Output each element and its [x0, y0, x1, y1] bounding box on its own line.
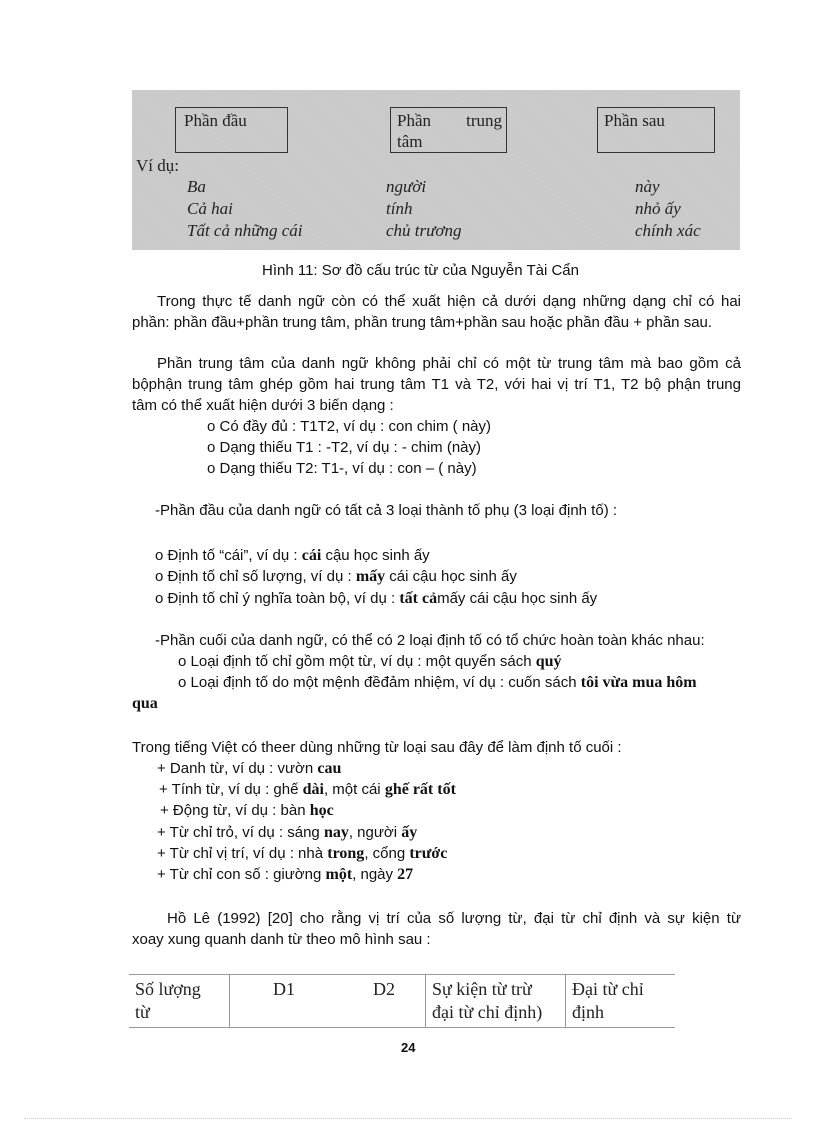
example-3-tail: chính xác [635, 221, 701, 240]
para2-item-3: o Dạng thiếu T2: T1-, ví dụ : con – ( này) [207, 460, 477, 477]
page-number: 24 [401, 1040, 416, 1055]
para5-line-5-bold-2: trước [409, 845, 448, 862]
para5-line-3-bold: học [309, 802, 334, 819]
para5-line-6-bold-1: một [325, 866, 353, 883]
para4-item-1 [178, 651, 562, 672]
example-1-tail: này [635, 177, 660, 196]
para5-line-4-bold-2: ấy [401, 824, 418, 841]
example-2-tail: nhỏ ấy [635, 199, 681, 218]
para4-item-2-bold: tôi vừa mua hôm [580, 674, 697, 691]
para6-line1: Hồ Lê (1992) [20] cho rằng vị trí của số lượng từ, đại từ chỉ định và sự kiện từ [167, 910, 741, 927]
para4-item-1-bold: quý [535, 653, 562, 670]
table-col-d2 [331, 975, 425, 1027]
para3-item-3-pre: o Định tố chỉ ý nghĩa toàn bộ, ví dụ : [155, 590, 400, 607]
example-2-head: Cả hai [187, 199, 233, 218]
para5-line-6-mid: , ngày [352, 866, 398, 883]
box-phan-trung-tam-label-1b: trung [466, 111, 502, 130]
box-phan-sau [597, 107, 715, 153]
para5-line-1-pre: + Danh từ, ví dụ : vườn [157, 760, 318, 777]
para5-line-4 [157, 822, 417, 843]
para5-line-2-bold-1: dài [302, 781, 324, 798]
para3-item-2-pre: o Định tố chỉ số lượng, ví dụ : [155, 568, 356, 585]
para5-line-2 [159, 779, 456, 800]
table-col-5-line-2: định [572, 1002, 605, 1022]
box-phan-trung-tam-label-2: tâm [397, 132, 423, 151]
figure-caption: Hình 11: Sơ đồ cấu trúc từ của Nguyễn Tài Cẩn [262, 262, 579, 279]
table-col-5-line-1: Đại từ chỉ [572, 979, 644, 999]
para5-line-5 [157, 843, 447, 864]
example-3-head: Tất cả những cái [187, 221, 303, 240]
para3-item-2-bold: mấy [355, 568, 386, 585]
bottom-divider [24, 1118, 792, 1119]
para5-intro: Trong tiếng Việt có theer dùng những từ loại sau đây để làm định tố cuối : [132, 739, 622, 756]
para5-line-4-mid: , người [348, 824, 402, 841]
example-label: Ví dụ: [136, 156, 179, 175]
para5-line-6-bold-2: 27 [397, 866, 414, 883]
para4-item-1-pre: o Loại định tố chỉ gồm một từ, ví dụ : một quyển sách [178, 653, 536, 670]
example-1-head: Ba [187, 177, 206, 196]
para3-item-2-post: cái cậu học sinh ấy [385, 568, 517, 585]
para5-line-6-pre: + Từ chỉ con số : giường [157, 866, 326, 883]
para5-line-1 [157, 758, 341, 779]
para5-line-2-pre: + Tính từ, ví dụ : ghế [159, 781, 303, 798]
para5-line-3-pre: + Động từ, ví dụ : bàn [160, 802, 310, 819]
para4-item-2-bold-cont: qua [132, 695, 158, 712]
example-2-center: tính [386, 199, 413, 218]
example-3-center: chủ trương [386, 221, 462, 240]
para2-line2: bộphận trung tâm ghép gồm hai trung tâm T1 và T2, với hai vị trí T1, T2 bộ phận trung [132, 376, 741, 393]
para5-line-1-bold: cau [317, 760, 342, 777]
para2-item-1: o Có đầy đủ : T1T2, ví dụ : con chim ( này) [207, 418, 492, 435]
para5-line-2-mid: , một cái [323, 781, 385, 798]
para5-line-5-mid: , cổng [364, 845, 410, 862]
para3-item-3-bold: tất cả [399, 590, 438, 607]
para4-item-2 [178, 672, 697, 693]
para2-line1: Phần trung tâm của danh ngữ không phải chỉ có một từ trung tâm mà bao gồm cả [157, 355, 741, 372]
para3-intro: -Phần đầu của danh ngữ có tất cả 3 loại thành tố phụ (3 loại định tố) : [155, 502, 618, 519]
table-col-1-line-1: Số lượng [135, 979, 201, 999]
noun-phrase-model-table [129, 974, 675, 1028]
para3-item-2 [155, 566, 517, 587]
para3-item-1-bold: cái [301, 547, 322, 564]
box-phan-trung-tam-label-1: Phần [397, 111, 431, 130]
para3-item-3-post: mấy cái cậu học sinh ấy [437, 590, 598, 607]
table-col-d1 [229, 975, 331, 1027]
table-col-3-label: D2 [373, 979, 395, 999]
table-col-2-label: D1 [273, 979, 295, 999]
para4-intro: -Phần cuối của danh ngữ, có thể có 2 loại định tố có tổ chức hoàn toàn khác nhau: [155, 632, 705, 649]
example-1-center: người [386, 177, 427, 196]
figure-structure-diagram [132, 90, 740, 250]
box-phan-sau-label: Phần sau [604, 111, 665, 130]
para5-line-3 [160, 800, 334, 821]
para5-line-5-bold-1: trong [327, 845, 365, 862]
para3-item-1-pre: o Định tố “cái”, ví dụ : [155, 547, 302, 564]
table-col-dai-tu-chi-dinh [565, 975, 675, 1027]
box-phan-dau [175, 107, 288, 153]
table-col-4-line-1: Sự kiện từ trừ [432, 979, 532, 999]
para2-item-2: o Dạng thiếu T1 : -T2, ví dụ : - chim (này) [207, 439, 481, 456]
table-col-4-line-2: đại từ chỉ định) [432, 1002, 543, 1022]
para5-line-5-pre: + Từ chỉ vị trí, ví dụ : nhà [157, 845, 328, 862]
para1-line1: Trong thực tế danh ngữ còn có thể xuất hiện cả dưới dạng những dạng chỉ có hai [157, 293, 741, 310]
para3-item-1 [155, 545, 430, 566]
para4-item-2-cont [132, 693, 158, 714]
para3-item-3 [155, 588, 597, 609]
para5-line-6 [157, 864, 413, 885]
para5-line-4-pre: + Từ chỉ trỏ, ví dụ : sáng [157, 824, 324, 841]
table-col-su-kien-tu [425, 975, 565, 1027]
para5-line-4-bold-1: nay [323, 824, 349, 841]
para3-item-1-post: cậu học sinh ấy [321, 547, 430, 564]
table-col-so-luong-tu [129, 975, 229, 1027]
para4-item-2-pre: o Loại định tố do một mệnh đềđảm nhiệm, ví dụ : cuốn sách [178, 674, 581, 691]
para2-line3: tâm có thể xuất hiện dưới 3 biến dạng : [132, 397, 394, 414]
box-phan-trung-tam [390, 107, 507, 153]
para5-line-2-bold-2: ghế rất tốt [384, 781, 456, 798]
para1-line2: phần: phần đầu+phần trung tâm, phần trung tâm+phần sau hoặc phần đầu + phần sau. [132, 314, 713, 331]
table-col-1-line-2: từ [135, 1002, 150, 1022]
para6-line2: xoay xung quanh danh từ theo mô hình sau : [132, 931, 431, 948]
box-phan-dau-label: Phần đầu [184, 111, 247, 130]
